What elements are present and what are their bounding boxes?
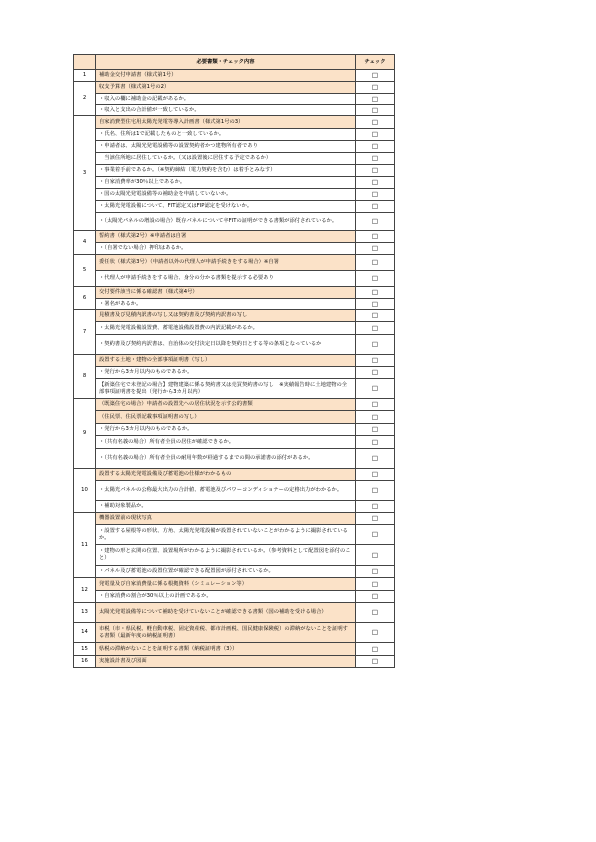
check-item-row [74,243,395,255]
section-heading-row [74,255,395,271]
document-name: 設置する土地・建物の全部事項証明書（写し） [96,355,356,367]
document-name: 交付要件該当に係る確認書（様式第4号） [96,287,356,299]
document-name: 市税（市・県民税、軽自動車税、固定資産税、都市計画税、国民健康保険税）の滞納がないことを証明する書類（最新年度の納税証明書） [96,623,356,643]
checkbox[interactable]: □ [356,525,395,545]
checklist-body [74,70,395,668]
document-name: （既築住宅の場合）申請者の設置先への居住状況を示す公的書類 [96,399,356,411]
check-item-row [74,201,395,213]
checkbox[interactable]: □ [356,623,395,643]
item-number: 13 [74,603,96,623]
checkbox[interactable]: □ [356,201,395,213]
document-name: 実施設計書及び図面 [96,656,356,668]
check-item-text: 当該住所地に居住しているか。（又は設置後に居住する予定であるか） [96,153,356,165]
section-heading-row [74,287,395,299]
check-item-row [74,379,395,399]
section-heading-row [74,643,395,656]
check-item-text: ・申請者は、太陽光発電設備等の設置契約者かつ建物所有者であり [96,141,356,153]
item-number: 16 [74,656,96,668]
check-item-row [74,591,395,603]
check-item-text: ・（共有名義の場合）所有者全員の耐用年数が経過するまでの間の承諾書の添付があるか。 [96,449,356,469]
section-heading-row [74,355,395,367]
document-name: 機器設置前の現状写真 [96,513,356,525]
checkbox[interactable]: □ [356,656,395,668]
item-number: 14 [74,623,96,643]
checkbox[interactable]: □ [356,70,395,82]
check-item-row [74,105,395,116]
checkbox[interactable]: □ [356,94,395,105]
document-name: （住民票、住民票記載事項証明書の写し） [96,411,356,424]
check-item-row [74,322,395,335]
checkbox[interactable]: □ [356,177,395,189]
header-row [74,55,395,70]
item-number: 9 [74,399,96,469]
section-heading-row [74,656,395,668]
check-item-row [74,545,395,566]
check-item-text: ・補助対象製品か。 [96,501,356,513]
section-heading-row [74,70,395,82]
checkbox[interactable]: □ [356,165,395,177]
check-item-row [74,525,395,545]
header-check-cell: チェック [356,55,395,70]
checkbox[interactable]: □ [356,399,395,411]
check-item-text: ・署名があるか。 [96,299,356,310]
checklist-table [73,54,395,668]
checkbox[interactable]: □ [356,513,395,525]
checkbox[interactable]: □ [356,129,395,141]
section-heading-row [74,399,395,411]
check-item-row [74,436,395,449]
check-item-row [74,271,395,287]
checkbox[interactable]: □ [356,367,395,379]
checkbox[interactable]: □ [356,545,395,566]
document-name: 見積書及び見積内訳書の写し又は契約書及び契約内訳書の写し [96,310,356,322]
check-item-row [74,141,395,153]
check-item-text: ・太陽光パネルの公称最大出力の合計値、蓄電池及びパワーコンディショナーの定格出力がわかるか。 [96,481,356,501]
check-item-text: ・自家消費率が30％以上であるか。 [96,177,356,189]
section-heading-row [74,469,395,481]
check-item-text: ・太陽光発電設備について、FIT認定又はFIP認定を受けないか。 [96,201,356,213]
checkbox[interactable]: □ [356,643,395,656]
checkbox[interactable]: □ [356,411,395,424]
checkbox[interactable]: □ [356,153,395,165]
checkbox[interactable]: □ [356,141,395,153]
check-item-text: ・発行から3カ月以内のものであるか。 [96,424,356,436]
checkbox[interactable]: □ [356,436,395,449]
check-item-text: ・契約書及び契約内訳書は、自治体の交付決定日以降を契約日とする等の条項となっているか [96,335,356,355]
check-item-row [74,449,395,469]
item-number: 2 [74,82,96,116]
section-heading-row [74,513,395,525]
checkbox[interactable]: □ [356,105,395,116]
checkbox[interactable]: □ [356,335,395,355]
check-item-text: ・建物の形と玄関の位置、設置場所がわかるように撮影されているか。（参考資料として配置図を添付のこと） [96,545,356,566]
checkbox[interactable]: □ [356,449,395,469]
check-item-row [74,153,395,165]
checkbox[interactable]: □ [356,310,395,322]
checkbox[interactable]: □ [356,82,395,94]
checkbox[interactable]: □ [356,189,395,201]
checkbox[interactable]: □ [356,501,395,513]
section-heading-row [74,116,395,129]
check-item-row [74,335,395,355]
item-number: 6 [74,287,96,310]
item-number: 15 [74,643,96,656]
check-item-row [74,481,395,501]
section-heading-row [74,310,395,322]
checkbox[interactable]: □ [356,566,395,578]
checkbox[interactable]: □ [356,299,395,310]
checkbox[interactable]: □ [356,231,395,243]
check-item-text: ・代理人が申請手続きをする場合、身分の分かる書類を提示する必要あり [96,271,356,287]
check-item-text: ・（太陽光パネルの増設の場合）既存パネルについて卒FITの証明ができる書類が添付されているか。 [96,213,356,231]
section-heading-row [74,411,395,424]
checkbox[interactable]: □ [356,591,395,603]
check-item-text: ・設置する屋根等の形状、方角、太陽光発電設備が設置されていないことがわかるように撮影されているか。 [96,525,356,545]
checkbox[interactable]: □ [356,603,395,623]
check-item-row [74,177,395,189]
document-name: 誓約書（様式第2号）※申請者は自署 [96,231,356,243]
check-item-row [74,213,395,231]
item-number: 12 [74,578,96,603]
document-name: 県税の滞納がないことを証明する書類（納税証明書（3）） [96,643,356,656]
check-item-text: ・収入と支出の合計値が一致しているか。 [96,105,356,116]
check-item-row [74,94,395,105]
check-item-row [74,165,395,177]
item-number: 5 [74,255,96,287]
document-name: 自家消費型住宅用太陽光発電等導入計画書（様式第1号の3） [96,116,356,129]
document-name: 補助金交付申請書（様式第1号） [96,70,356,82]
checkbox[interactable]: □ [356,255,395,271]
section-heading-row [74,623,395,643]
document-name: 太陽光発電設備等について補助を受けていないことが確認できる書類（国の補助を受ける場合） [96,603,356,623]
item-number: 8 [74,355,96,399]
header-number-cell [74,55,96,70]
section-heading-row [74,578,395,591]
section-heading-row [74,82,395,94]
checkbox[interactable]: □ [356,116,395,129]
check-item-text: ・（共有名義の場合）所有者全員の居住が確認できるか。 [96,436,356,449]
check-item-row [74,129,395,141]
checkbox[interactable]: □ [356,322,395,335]
check-item-text: ・自家消費の割合が30％以上の計画であるか。 [96,591,356,603]
check-item-text: ・太陽光発電設備設置費、蓄電池設備設置費の内訳記載があるか。 [96,322,356,335]
item-number: 4 [74,231,96,255]
item-number: 7 [74,310,96,355]
check-item-row [74,189,395,201]
document-name: 委任状（様式第3号）（申請者以外の代理人が申請手続きをする場合）※自署 [96,255,356,271]
checkbox[interactable]: □ [356,469,395,481]
header-content-cell: 必要書類・チェック内容 [96,55,356,70]
check-item-text: ・収入の欄に補助金の記載があるか。 [96,94,356,105]
item-number: 10 [74,469,96,513]
check-item-row [74,299,395,310]
check-item-text: ・事業着手前であるか。（※契約締結（電力契約を含む）は着手とみなす） [96,165,356,177]
document-name: 発電量及び自家消費量に係る根拠資料（シミュレーション等） [96,578,356,591]
checkbox[interactable]: □ [356,243,395,255]
checkbox[interactable]: □ [356,379,395,399]
check-item-text: ・発行から3カ月以内のものであるか。 [96,367,356,379]
document-name: 設置する太陽光発電設備及び蓄電池の仕様がわかるもの [96,469,356,481]
checkbox[interactable]: □ [356,578,395,591]
checkbox[interactable]: □ [356,424,395,436]
item-number: 11 [74,513,96,578]
check-item-text: ・（自署でない場合）押印はあるか。 [96,243,356,255]
check-item-text: ・パネル及び蓄電池の設置位置が確認できる配置図が添付されているか。 [96,566,356,578]
check-item-text: ・氏名、住所は1で記載したものと一致しているか。 [96,129,356,141]
section-heading-row [74,603,395,623]
section-heading-row [74,231,395,243]
check-item-row [74,566,395,578]
checkbox[interactable]: □ [356,355,395,367]
checkbox[interactable]: □ [356,287,395,299]
check-item-text: ・国の太陽光発電設備等の補助金を申請していないか。 [96,189,356,201]
document-name: 収支予算書（様式第1号の2） [96,82,356,94]
item-number: 1 [74,70,96,82]
checkbox[interactable]: □ [356,271,395,287]
item-number: 3 [74,116,96,231]
check-item-text: 【新築住宅で未登記の場合】建物建築に係る契約書又は売買契約書の写し ※実績報告時に土地建物の全部事項証明書を提出（発行から3カ月以内） [96,379,356,399]
check-item-row [74,501,395,513]
checkbox[interactable]: □ [356,213,395,231]
check-item-row [74,424,395,436]
checkbox[interactable]: □ [356,481,395,501]
check-item-row [74,367,395,379]
